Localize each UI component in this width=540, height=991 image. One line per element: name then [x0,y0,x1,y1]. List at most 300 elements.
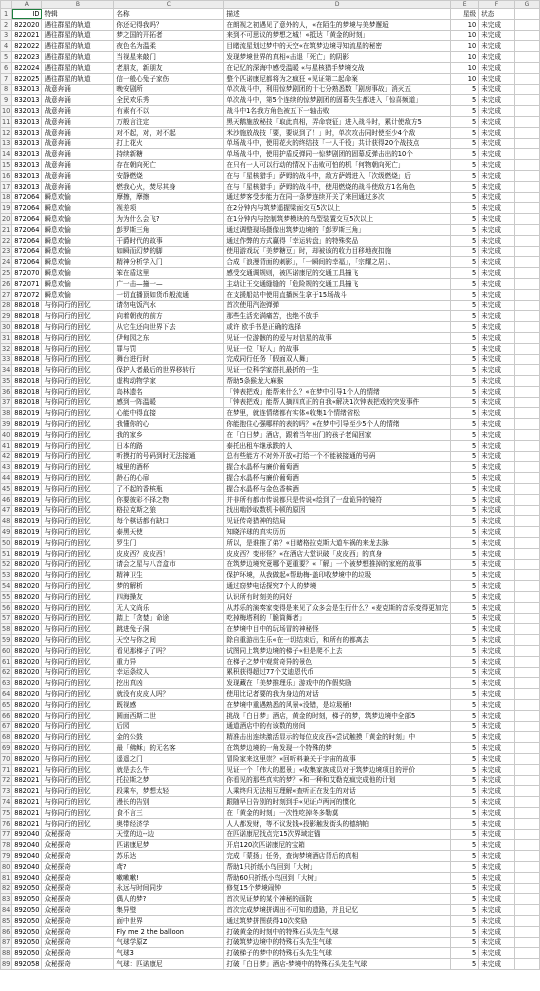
cell-e[interactable]: 5 [451,408,479,419]
cell-a[interactable]: 892058 [12,959,42,970]
cell-b[interactable]: 瞬息欢愉 [42,289,114,300]
cell-c[interactable]: 面中世界 [114,915,224,926]
cell-f[interactable]: 未完成 [479,41,515,52]
cell-b[interactable]: 遇往群星的轨道 [42,52,114,63]
cell-d[interactable]: 帮助5条猴龙大麻猴 [224,376,451,387]
row-number[interactable]: 51 [1,549,11,558]
cell-g[interactable] [514,235,539,246]
cell-b[interactable]: 与你同行的回忆 [42,602,114,613]
cell-g[interactable] [514,9,539,20]
cell-g[interactable] [514,127,539,138]
cell-a[interactable]: 882020 [12,732,42,743]
cell-e[interactable]: 5 [451,451,479,462]
cell-e[interactable]: 5 [451,915,479,926]
cell-d[interactable]: 在2分钟内与筑梦遥握梁面交互5次以上 [224,203,451,214]
cell-g[interactable] [514,581,539,592]
cell-a[interactable]: 832013 [12,160,42,171]
cell-d[interactable]: 握合水晶杯与廉价葡萄酒 [224,462,451,473]
cell-a[interactable]: 872064 [12,224,42,235]
cell-d[interactable]: 在与「星核猎手」萨姆的战斗中，使用燃烧的战斗使敌方1名角色 [224,181,451,192]
cell-c[interactable]: 格拉克斯之狼 [114,505,224,516]
cell-e[interactable]: 5 [451,376,479,387]
cell-e[interactable]: 5 [451,484,479,495]
cell-g[interactable] [514,106,539,117]
cell-a[interactable]: 872064 [12,235,42,246]
cell-a[interactable]: 872064 [12,246,42,257]
cell-f[interactable]: 未完成 [479,667,515,678]
cell-d[interactable]: 试图同上筑梦边境的梯子«但是爬不上去 [224,646,451,657]
cell-a[interactable]: 832013 [12,138,42,149]
cell-a[interactable]: 872071 [12,278,42,289]
row-number[interactable]: 65 [1,700,11,709]
row-number[interactable]: 15 [1,160,11,169]
cell-e[interactable]: 5 [451,797,479,808]
cell-b[interactable]: 战意奔涌 [42,106,114,117]
cell-a[interactable]: 882020 [12,689,42,700]
cell-d[interactable]: 除自重游出生乐«在一切结束后，和所有的都离去 [224,635,451,646]
cell-c[interactable]: 梦的解析 [114,581,224,592]
column-header-d[interactable]: D [224,1,451,9]
cell-g[interactable] [514,268,539,279]
cell-a[interactable]: 822023 [12,52,42,63]
cell-g[interactable] [514,613,539,624]
cell-d[interactable]: 打破筑梦边境中的特殊石头先生气球 [224,937,451,948]
cell-e[interactable]: 5 [451,214,479,225]
row-number[interactable]: 31 [1,333,11,342]
cell-b[interactable]: 与你同行的回忆 [42,386,114,397]
cell-g[interactable] [514,743,539,754]
cell-g[interactable] [514,937,539,948]
cell-d[interactable]: 那些生活充满痛苦，也绝不放手 [224,311,451,322]
cell-f[interactable]: 未完成 [479,73,515,84]
cell-b[interactable]: 与你同行的回忆 [42,440,114,451]
cell-e[interactable]: 5 [451,527,479,538]
row-number[interactable]: 11 [1,117,11,126]
cell-f[interactable]: 未完成 [479,646,515,657]
cell-c[interactable]: 信一般心兔子家伤 [114,73,224,84]
cell-b[interactable]: 与你同行的回忆 [42,764,114,775]
cell-b[interactable]: 与你同行的回忆 [42,646,114,657]
cell-e[interactable]: 5 [451,322,479,333]
cell-b[interactable]: 与你同行的回忆 [42,300,114,311]
cell-c[interactable]: 燃我心火，焚尽其身 [114,181,224,192]
cell-g[interactable] [514,505,539,516]
row-number[interactable]: 27 [1,290,11,299]
cell-d[interactable]: 保护环境，从我做起«帮助梅-盖印收梦境中的垃圾 [224,570,451,581]
cell-a[interactable]: 882018 [12,343,42,354]
cell-g[interactable] [514,354,539,365]
cell-e[interactable]: 5 [451,224,479,235]
row-number[interactable]: 86 [1,927,11,936]
cell-e[interactable]: 5 [451,127,479,138]
cell-f[interactable]: 未完成 [479,764,515,775]
cell-d[interactable]: 米沙施放战技「要，要说到了！」时，单次攻击同时使至少4个敌 [224,127,451,138]
cell-a[interactable]: 872064 [12,203,42,214]
cell-e[interactable]: 5 [451,559,479,570]
cell-c[interactable]: 天堂的边--边 [114,829,224,840]
row-number[interactable]: 66 [1,711,11,720]
cell-g[interactable] [514,926,539,937]
cell-b[interactable]: 与你同行的回忆 [42,343,114,354]
cell-e[interactable]: 5 [451,732,479,743]
cell-e[interactable]: 5 [451,332,479,343]
cell-b[interactable]: 与你同行的回忆 [42,548,114,559]
cell-c[interactable]: 了不起的香槟瓶 [114,484,224,495]
cell-d[interactable]: 感受交通调规则，被匹诺康尼的交通工具撞飞 [224,268,451,279]
cell-b[interactable]: 与你同行的回忆 [42,397,114,408]
cell-a[interactable]: 882020 [12,721,42,732]
cell-d[interactable]: 通过调整现场摄像出筑梦边境的「彭罗斯三角」 [224,224,451,235]
cell-c[interactable]: 气球3 [114,948,224,959]
cell-c[interactable]: 笨在盾这里 [114,268,224,279]
cell-a[interactable]: ID [12,9,42,20]
cell-b[interactable]: 与你同行的回忆 [42,710,114,721]
cell-d[interactable]: 你能抱住心强哪样的表的吗？«在梦中引导至少5个人的情绪 [224,419,451,430]
cell-c[interactable]: 当视星来敲门 [114,52,224,63]
cell-g[interactable] [514,624,539,635]
row-number[interactable]: 9 [1,95,12,106]
cell-c[interactable]: 我懂你的心 [114,419,224,430]
cell-f[interactable]: 未完成 [479,861,515,872]
cell-c[interactable]: 皮皮西？皮皮西！ [114,548,224,559]
cell-b[interactable]: 众秘探奇 [42,829,114,840]
row-number[interactable]: 29 [1,312,11,321]
cell-g[interactable] [514,311,539,322]
cell-g[interactable] [514,386,539,397]
cell-d[interactable]: 战斗中1名我方角色被五下一轴击败 [224,106,451,117]
cell-g[interactable] [514,116,539,127]
cell-d[interactable]: 精准击出连续激活显示的每位皮皮西«尝试触摸「黄金的时刻」中 [224,732,451,743]
cell-f[interactable]: 未完成 [479,700,515,711]
cell-a[interactable]: 822021 [12,30,42,41]
cell-g[interactable] [514,181,539,192]
cell-f[interactable]: 未完成 [479,95,515,106]
cell-e[interactable]: 5 [451,516,479,527]
cell-a[interactable]: 882021 [12,764,42,775]
cell-c[interactable]: 重力异 [114,656,224,667]
cell-c[interactable]: 老朋友，新朋友 [114,62,224,73]
cell-g[interactable] [514,451,539,462]
cell-d[interactable]: 在梦境中目中的玩场冒的神秘怪 [224,624,451,635]
cell-c[interactable]: 你还记得我吗？ [114,19,224,30]
row-number[interactable]: 44 [1,474,11,483]
cell-a[interactable]: 892050 [12,948,42,959]
column-header-a[interactable]: A [12,1,42,9]
cell-b[interactable]: 与你同行的回忆 [42,559,114,570]
cell-d[interactable]: 在梯子之梦中观赏奇异的景色 [224,656,451,667]
cell-f[interactable]: 未完成 [479,332,515,343]
row-number[interactable]: 42 [1,452,11,461]
cell-e[interactable]: 5 [451,311,479,322]
cell-c[interactable]: 为为什么会飞? [114,214,224,225]
cell-a[interactable]: 882019 [12,484,42,495]
row-number[interactable]: 17 [1,182,11,191]
cell-d[interactable]: 认识所有时刻美的同好 [224,592,451,603]
cell-b[interactable]: 瞬息欢愉 [42,224,114,235]
cell-f[interactable]: 未完成 [479,581,515,592]
cell-e[interactable]: 5 [451,397,479,408]
row-number[interactable]: 60 [1,646,11,655]
cell-f[interactable]: 未完成 [479,797,515,808]
cell-f[interactable]: 未完成 [479,116,515,127]
cell-a[interactable]: 882019 [12,473,42,484]
cell-c[interactable]: 从它生还向世界下去 [114,322,224,333]
cell-a[interactable]: 832013 [12,95,42,106]
cell-f[interactable]: 未完成 [479,376,515,387]
cell-b[interactable]: 众秘探奇 [42,915,114,926]
cell-g[interactable] [514,408,539,419]
cell-b[interactable]: 瞬息欢愉 [42,278,114,289]
cell-e[interactable]: 5 [451,268,479,279]
cell-a[interactable]: 882020 [12,581,42,592]
cell-c[interactable]: 请勿电饭汽水 [114,300,224,311]
cell-g[interactable] [514,19,539,30]
cell-f[interactable]: 未完成 [479,592,515,603]
cell-b[interactable]: 与你同行的回忆 [42,635,114,646]
cell-b[interactable]: 与你同行的回忆 [42,592,114,603]
cell-b[interactable]: 瞬息欢愉 [42,246,114,257]
cell-f[interactable]: 未完成 [479,257,515,268]
cell-f[interactable]: 未完成 [479,505,515,516]
cell-c[interactable]: 一切直播顶如货币般流通 [114,289,224,300]
cell-f[interactable]: 未完成 [479,84,515,95]
cell-a[interactable]: 882020 [12,753,42,764]
cell-b[interactable]: 与你同行的回忆 [42,721,114,732]
row-number[interactable]: 78 [1,841,11,850]
cell-f[interactable]: 未完成 [479,462,515,473]
row-number[interactable]: 39 [1,420,11,429]
cell-e[interactable]: 5 [451,430,479,441]
row-number[interactable]: 32 [1,344,11,353]
cell-d[interactable]: 合成「浪漫背面的刺影」，「一瞬间的幸福」，「宗耀之居」、 [224,257,451,268]
cell-e[interactable]: 10 [451,73,479,84]
cell-a[interactable]: 882020 [12,559,42,570]
cell-d[interactable]: 或许 欧手书是正确的选择 [224,322,451,333]
row-number[interactable]: 71 [1,765,11,774]
cell-f[interactable]: 未完成 [479,192,515,203]
cell-d[interactable]: 见证一个「伟大的愿景」«收集家族成员对于筑梦边境项目的评价 [224,764,451,775]
cell-g[interactable] [514,95,539,106]
row-number[interactable]: 58 [1,625,11,634]
cell-a[interactable]: 892040 [12,872,42,883]
cell-g[interactable] [514,30,539,41]
cell-g[interactable] [514,797,539,808]
cell-b[interactable]: 众秘探奇 [42,948,114,959]
cell-c[interactable]: 就没有皮皮人吗？ [114,689,224,700]
cell-e[interactable]: 5 [451,764,479,775]
row-number[interactable]: 7 [1,73,12,84]
cell-g[interactable] [514,905,539,916]
cell-d[interactable]: 通过窃梦电话探究7个人的梦境 [224,581,451,592]
cell-e[interactable]: 5 [451,138,479,149]
row-number[interactable]: 64 [1,690,11,698]
cell-c[interactable]: 苏乐达 [114,851,224,862]
cell-g[interactable] [514,257,539,268]
cell-f[interactable]: 未完成 [479,635,515,646]
cell-c[interactable]: 虚构动物学家 [114,376,224,387]
cell-e[interactable]: 5 [451,160,479,171]
cell-a[interactable]: 892040 [12,851,42,862]
cell-c[interactable]: 既视感 [114,700,224,711]
cell-c[interactable]: 跳进兔子洞 [114,624,224,635]
cell-e[interactable]: 5 [451,592,479,603]
cell-d[interactable]: 见证一位科学家搭扎最折的一生 [224,365,451,376]
cell-d[interactable]: 描述 [224,9,451,20]
cell-g[interactable] [514,62,539,73]
cell-c[interactable]: 偶人的梦? [114,894,224,905]
cell-g[interactable] [514,52,539,63]
cell-b[interactable]: 众秘探奇 [42,959,114,970]
cell-b[interactable]: 与你同行的回忆 [42,753,114,764]
row-number[interactable]: 16 [1,171,11,180]
cell-a[interactable]: 882019 [12,527,42,538]
cell-e[interactable]: 5 [451,678,479,689]
cell-f[interactable]: 未完成 [479,851,515,862]
cell-b[interactable]: 与你同行的回忆 [42,667,114,678]
cell-d[interactable]: 在1分钟内与控制筑梦模块的鸟型装置交互5次以上 [224,214,451,225]
cell-f[interactable]: 未完成 [479,516,515,527]
cell-g[interactable] [514,915,539,926]
row-number[interactable]: 25 [1,268,11,277]
cell-e[interactable]: 10 [451,19,479,30]
cell-b[interactable]: 遇往群星的轨道 [42,19,114,30]
cell-g[interactable] [514,322,539,333]
cell-g[interactable] [514,462,539,473]
cell-a[interactable]: 882020 [12,678,42,689]
cell-c[interactable]: 晚安剧所 [114,84,224,95]
row-number[interactable]: 75 [1,808,11,817]
cell-a[interactable]: 882019 [12,451,42,462]
cell-f[interactable]: 未完成 [479,440,515,451]
cell-c[interactable]: 集异璧 [114,905,224,916]
cell-c[interactable]: 遥遥之门 [114,753,224,764]
cell-c[interactable]: 无人文尚乐 [114,602,224,613]
cell-e[interactable]: 星级 [451,9,479,20]
cell-c[interactable]: 泰黑天使 [114,527,224,538]
cell-f[interactable]: 未完成 [479,127,515,138]
cell-f[interactable]: 未完成 [479,743,515,754]
row-number[interactable]: 24 [1,258,11,267]
cell-c[interactable]: 每个棋话都有缺口 [114,516,224,527]
cell-c[interactable]: 天空与你之间 [114,635,224,646]
row-number[interactable]: 54 [1,582,11,591]
cell-c[interactable]: 罪与罚 [114,343,224,354]
cell-a[interactable]: 832013 [12,106,42,117]
row-number[interactable]: 3 [1,30,12,41]
row-number[interactable]: 18 [1,193,11,202]
cell-b[interactable]: 众秘探奇 [42,840,114,851]
cell-b[interactable]: 与你同行的回忆 [42,311,114,322]
cell-f[interactable]: 未完成 [479,624,515,635]
cell-g[interactable] [514,883,539,894]
row-number[interactable]: 73 [1,787,11,796]
row-number[interactable]: 22 [1,236,11,245]
cell-b[interactable]: 与你同行的回忆 [42,484,114,495]
cell-f[interactable]: 未完成 [479,19,515,30]
cell-e[interactable]: 5 [451,106,479,117]
cell-d[interactable]: 在梦境中重遇熟悉的风景«没错，是垃圾桶! [224,700,451,711]
cell-c[interactable]: 安静燃烧 [114,170,224,181]
cell-d[interactable]: 通过作弊的方式赢得「幸运转盘」的特殊奖品 [224,235,451,246]
row-number[interactable]: 40 [1,430,11,439]
row-number[interactable]: 67 [1,722,11,731]
cell-f[interactable]: 未完成 [479,397,515,408]
cell-a[interactable]: 832013 [12,170,42,181]
cell-g[interactable] [514,160,539,171]
cell-c[interactable]: 匹诺康尼梦 [114,840,224,851]
cell-b[interactable]: 众秘探奇 [42,872,114,883]
cell-d[interactable]: 目睹流星划过梦中的天空«在筑梦边境寻知流星的秘密 [224,41,451,52]
cell-c[interactable]: Fly me 2 the balloon [114,926,224,937]
row-number[interactable]: 79 [1,851,11,860]
cell-g[interactable] [514,494,539,505]
cell-f[interactable]: 未完成 [479,311,515,322]
cell-e[interactable]: 5 [451,613,479,624]
cell-c[interactable]: 干爵时代的故事 [114,235,224,246]
cell-a[interactable]: 872072 [12,289,42,300]
cell-d[interactable]: 使用比记者要的我为身边的对话 [224,689,451,700]
cell-c[interactable]: 最「佛稣」的无名客 [114,743,224,754]
cell-g[interactable] [514,700,539,711]
row-number[interactable]: 57 [1,614,11,623]
cell-f[interactable]: 未完成 [479,170,515,181]
row-number[interactable]: 87 [1,938,11,947]
cell-f[interactable]: 未完成 [479,613,515,624]
cell-a[interactable]: 882018 [12,322,42,333]
cell-b[interactable]: 与你同行的回忆 [42,332,114,343]
cell-c[interactable]: 段乘车，梦想太轻 [114,786,224,797]
cell-e[interactable]: 10 [451,30,479,41]
cell-e[interactable]: 5 [451,743,479,754]
row-number[interactable]: 2 [1,19,12,30]
cell-d[interactable]: 在匹诺康尼找点完15次界域定锚 [224,829,451,840]
cell-b[interactable]: 众秘探奇 [42,937,114,948]
cell-e[interactable]: 5 [451,872,479,883]
cell-e[interactable]: 5 [451,246,479,257]
cell-g[interactable] [514,732,539,743]
cell-c[interactable]: 保护人者最后的世界移转行 [114,365,224,376]
cell-f[interactable]: 未完成 [479,948,515,959]
cell-a[interactable]: 882021 [12,818,42,829]
cell-d[interactable]: 在「黄金的时刻」一次性吃掉冬多勒莫 [224,807,451,818]
cell-a[interactable]: 832013 [12,116,42,127]
cell-c[interactable]: 踏上「贪婪」命途 [114,613,224,624]
cell-g[interactable] [514,678,539,689]
cell-f[interactable]: 未完成 [479,484,515,495]
cell-a[interactable]: 832013 [12,181,42,192]
cell-b[interactable]: 与你同行的回忆 [42,430,114,441]
row-number[interactable]: 26 [1,279,11,288]
cell-d[interactable]: 所以，是谁推了弟？«目睹格拉克斯大道车祸的来龙去脉 [224,538,451,549]
row-number[interactable]: 5 [1,52,12,63]
cell-b[interactable]: 瞬息欢愉 [42,192,114,203]
row-number[interactable]: 52 [1,560,11,569]
cell-f[interactable]: 未完成 [479,138,515,149]
cell-d[interactable]: 主动让王交通缝缝的「危险规的交通工具撞飞 [224,278,451,289]
row-number[interactable]: 72 [1,776,11,785]
cell-g[interactable] [514,548,539,559]
cell-a[interactable]: 832013 [12,84,42,95]
cell-a[interactable]: 882020 [12,570,42,581]
cell-a[interactable]: 882021 [12,797,42,808]
cell-b[interactable]: 与你同行的回忆 [42,581,114,592]
cell-e[interactable]: 5 [451,667,479,678]
cell-f[interactable]: 未完成 [479,548,515,559]
cell-e[interactable]: 5 [451,894,479,905]
cell-b[interactable]: 众秘探奇 [42,883,114,894]
cell-g[interactable] [514,689,539,700]
cell-f[interactable]: 未完成 [479,926,515,937]
